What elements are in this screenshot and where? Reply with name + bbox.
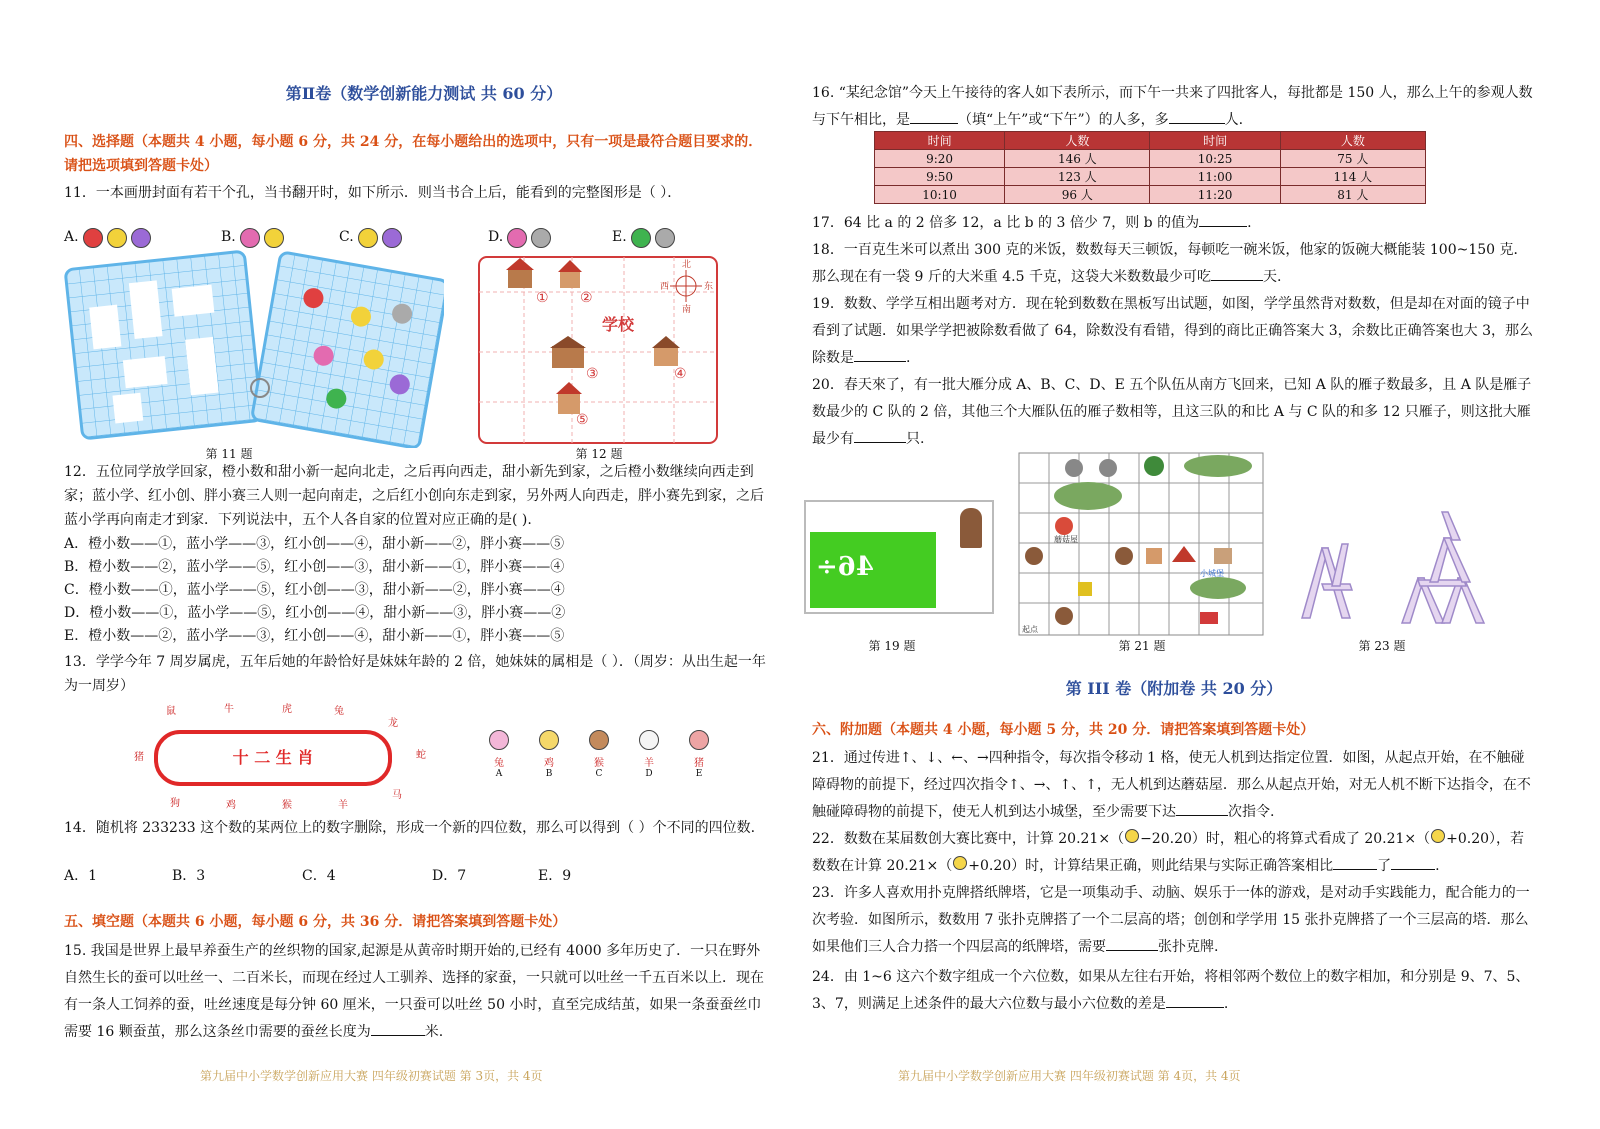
bush-obstacle <box>1054 482 1122 510</box>
right-footer: 第九届中小学数学创新应用大赛 四年级初赛试题 第 4页，共 4页 <box>898 1069 1241 1083</box>
question-16: 16. “某纪念馆”今天上午接待的客人如下表所示，而下午一共来了四批客人，每批都是 150 人，那么上午的参观人数与下午相比，是 （填“上午”或“下午”）的人多，多 人. <box>812 85 1533 128</box>
rabbit-icon <box>489 730 509 750</box>
label-mushroom-house: 蘑菇屋 <box>1054 535 1078 544</box>
q14-option-d[interactable]: D．7 <box>432 868 467 884</box>
zodiac-dragon: 龙 <box>388 718 398 729</box>
zodiac-tiger: 虎 <box>282 704 292 715</box>
smiley-icon <box>953 856 967 870</box>
table-row: 9:50 123 人 11:00 114 人 <box>875 168 1426 186</box>
q12-option-e[interactable]: E．橙小数——②，蓝小学——③，红小创——④，甜小新——①，胖小赛——⑤ <box>64 628 565 644</box>
robot-icon <box>631 228 651 248</box>
map-marker-3: ③ <box>586 366 599 382</box>
svg-text:东: 东 <box>704 282 714 292</box>
q11-option-d[interactable]: D. <box>488 224 551 251</box>
bush-obstacle <box>1184 455 1252 477</box>
q16-answer-blank-1[interactable] <box>910 109 958 124</box>
q13-choice-a[interactable]: 兔 A <box>484 730 514 779</box>
rock-obstacle <box>1065 459 1083 477</box>
section-6-heading: 六、附加题（本题共 4 小题，每小题 5 分，共 20 分．请把答案填到答题卡处） <box>812 722 1315 738</box>
question-17: 17．64 比 a 的 2 倍多 12，a 比 b 的 3 倍少 7，则 b 的值为 . <box>812 210 1536 237</box>
q14-option-a[interactable]: A．1 <box>64 868 98 884</box>
rock-obstacle <box>1055 607 1073 625</box>
minion-icon <box>264 228 284 248</box>
table-header-row: 时间 人数 时间 人数 <box>875 132 1426 150</box>
label-castle: 小城堡 <box>1200 569 1224 578</box>
q22-answer-blank-1[interactable] <box>1333 855 1377 870</box>
question-15: 15. 我国是世界上最早养蚕生产的丝织物的国家,起源是从黄帝时期开始的,已经有 4000 多年历史了．一只在野外自然生长的蚕可以吐丝一、二百米长，而现在经过人工驯养、选择的家蚕，一只就可以吐丝一千五百米以上．现在有一条人工饲养的蚕，吐丝速度是每分钟 60 厘米，一只蚕可以吐丝 50 小时，直至完成结茧，如果一条蚕蚕丝巾需要 16 颗蚕茧，那么这条丝巾需要的蚕丝长度为 米. <box>64 943 764 1040</box>
svg-text:南: 南 <box>682 305 692 315</box>
volume-3-title: 第 III 卷（附加卷 共 20 分） <box>1065 679 1283 698</box>
zodiac-rooster: 鸡 <box>226 800 236 811</box>
question-24: 24．由 1~6 这六个数字组成一个六位数，如果从左往右开始，将相邻两个数位上的数字相加，和分别是 9、7、5、3、7，则满足上述条件的最大六位数与最小六位数的差是 . <box>812 969 1530 1012</box>
robot-icon <box>507 228 527 248</box>
question-19: 19．数数、学学互相出题考对方．现在轮到数数在黑板写出试题，如图，学学虽然背对数数，但是却在对面的镜子中看到了试题．如果学学把被除数看做了 64，除数没有看错，得到的商比正确答案大 3，余数比正确答案也大 3，那么除数是 . <box>812 296 1533 366</box>
tree-obstacle <box>1144 456 1164 476</box>
figure-11-book <box>64 248 444 448</box>
zodiac-rat: 鼠 <box>166 706 176 717</box>
zodiac-figure <box>134 700 434 812</box>
figure-21-grid <box>1018 452 1264 636</box>
car-icon <box>1200 612 1218 624</box>
q13-choice-b[interactable]: 鸡 B <box>534 730 564 779</box>
zodiac-horse: 马 <box>392 790 402 801</box>
figure-19-board <box>804 500 994 614</box>
zodiac-banner: 十 二 生 肖 <box>154 730 392 786</box>
q11-option-c[interactable]: C. <box>339 224 402 251</box>
figure-12-caption: 第 12 题 <box>575 447 623 461</box>
house-icon <box>1214 548 1232 564</box>
pig-icon <box>689 730 709 750</box>
cat-icon <box>382 228 402 248</box>
q11-option-a[interactable]: A. <box>64 224 151 251</box>
map-marker-5: ⑤ <box>576 412 589 428</box>
two-level-card-tower <box>1302 544 1352 618</box>
question-12: 12．五位同学放学回家，橙小数和甜小新一起向北走，之后再向西走，甜小新先到家，之后橙小数继续向西走到家；蓝小学、红小创、胖小赛三人则一起向南走，之后红小创向东走到家，另外两人向西走，胖小赛先到家，之后蓝小学再向南走才到家．下列说法中，五个人各自家的位置对应正确的是( ). <box>64 464 764 528</box>
q16-answer-blank-2[interactable] <box>1169 109 1225 124</box>
smiley-icon <box>1125 829 1139 843</box>
goat-icon <box>639 730 659 750</box>
q20-answer-blank[interactable] <box>854 428 906 443</box>
q15-answer-blank[interactable] <box>371 1021 425 1036</box>
volume-2-title: 第Ⅱ卷（数学创新能力测试 共 60 分） <box>285 84 563 103</box>
question-13: 13．学学今年 7 周岁属虎，五年后她的年龄恰好是妹妹年龄的 2 倍，她妹妹的属相是（ ）．（周岁：从出生起一年为一周岁） <box>64 654 766 694</box>
figure-12-map <box>478 256 718 444</box>
figure-11-caption: 第 11 题 <box>205 447 253 461</box>
monkey-icon <box>589 730 609 750</box>
q12-options <box>64 533 770 648</box>
q12-option-d[interactable]: D．橙小数——①，蓝小学——⑤，红小创——④，甜小新——③，胖小赛——② <box>64 605 566 621</box>
q18-answer-blank[interactable] <box>1211 266 1263 281</box>
smiley-icon <box>1431 829 1445 843</box>
q17-answer-blank[interactable] <box>1199 212 1247 227</box>
three-level-card-tower <box>1402 512 1484 623</box>
q19-answer-blank[interactable] <box>854 347 906 362</box>
q12-option-c[interactable]: C．橙小数——①，蓝小学——⑤，红小创——③，甜小新——②，胖小赛——④ <box>64 582 565 598</box>
school-label: 学校 <box>602 315 635 334</box>
svg-text:北: 北 <box>682 260 692 270</box>
map-marker-1: ① <box>536 290 549 306</box>
totoro-icon <box>531 228 551 248</box>
cuckoo-clock-icon <box>960 508 982 548</box>
q23-answer-blank[interactable] <box>1106 936 1158 951</box>
right-page <box>812 0 1536 1129</box>
visitor-table <box>874 131 1426 204</box>
q12-option-b[interactable]: B．橙小数——②，蓝小学——⑤，红小创——③，甜小新——①，胖小赛——④ <box>64 559 565 575</box>
zodiac-dog: 狗 <box>170 798 180 809</box>
figure-19-caption: 第 19 题 <box>868 639 916 653</box>
figure-23-caption: 第 23 题 <box>1358 639 1406 653</box>
zodiac-monkey: 猴 <box>282 800 292 811</box>
map-marker-2: ② <box>580 290 593 306</box>
rooster-icon <box>539 730 559 750</box>
zodiac-pig: 猪 <box>134 752 144 763</box>
minion-icon <box>358 228 378 248</box>
rock-obstacle <box>1025 547 1043 565</box>
zodiac-goat: 羊 <box>338 800 348 811</box>
question-14: 14．随机将 233233 这个数的某两位上的数字删除，形成一个新的四位数，那么可以得到（ ）个不同的四位数. <box>64 820 756 836</box>
zodiac-rabbit: 兔 <box>334 706 344 717</box>
section-4-heading: 四、选择题（本题共 4 小题，每小题 6 分，共 24 分，在每小题给出的选项中，只有一项是最符合题目要求的．请把选项填到答题卡处） <box>64 134 763 174</box>
label-start: 起点 <box>1022 625 1038 634</box>
robot-icon <box>240 228 260 248</box>
q13-choice-e[interactable]: 猪 E <box>684 730 714 779</box>
totoro-icon <box>655 228 675 248</box>
table-row: 10:10 96 人 11:20 81 人 <box>875 186 1426 204</box>
zodiac-ox: 牛 <box>224 704 234 715</box>
figure-23-card-towers <box>1292 508 1502 628</box>
question-21: 21．通过传进↑、↓、←、→四种指令，每次指令移动 1 格，使无人机到达指定位置．如图，从起点开始，在不触碰障碍物的前提下，经过四次指令↑、→、↑、↑，无人机到达蘑菇屋．那么从起点开始，对无人机不断下达指令，在不触碰障碍物的前提下，使无人机到达小城堡，至少需要下达 次指令. <box>812 750 1531 820</box>
rock-obstacle <box>1099 459 1117 477</box>
q11-option-b[interactable]: B. <box>221 224 284 251</box>
question-20: 20．春天來了，有一批大雁分成 A、B、C、D、E 五个队伍从南方飞回来，已知 A 队的雁子数最多，且 A 队是雁子数最少的 C 队的 2 倍，其他三个大雁队伍的雁子数相等，且这三队的和比 A 与 C 队的和多 12 只雁子，则这批大雁最少有 只. <box>812 377 1532 447</box>
left-footer: 第九届中小学数学创新应用大赛 四年级初赛试题 第 3页，共 4页 <box>200 1069 543 1083</box>
q13-choice-d[interactable]: 羊 D <box>634 730 664 779</box>
minion-icon <box>107 228 127 248</box>
q14-option-b[interactable]: B．3 <box>172 868 206 884</box>
q11-option-e[interactable]: E. <box>612 224 675 251</box>
board-text: 46÷ <box>816 552 874 582</box>
figure-21-caption: 第 21 题 <box>1118 639 1166 653</box>
q14-option-c[interactable]: C．4 <box>302 868 336 884</box>
svg-text:西: 西 <box>660 282 670 292</box>
table-row: 9:20 146 人 10:25 75 人 <box>875 150 1426 168</box>
question-18: 18．一百克生米可以煮出 300 克的米饭，数数每天三顿饭，每顿吃一碗米饭，他家的饭碗大概能装 100~150 克．那么现在有一袋 9 斤的大米重 4.5 千克，这袋大米数数最少可吃 天. <box>812 242 1528 285</box>
question-23: 23．许多人喜欢用扑克牌搭纸牌塔，它是一项集动手、动脑、娱乐于一体的游戏，是对动手实践能力，配合能力的一次考验．如图所示，数数用 7 张扑克牌搭了一个二层高的塔；创创和学学用 15 张扑克牌搭了一个三层高的塔．那么如果他们三人合力搭一个四层高的纸牌塔，需要 张扑克牌. <box>812 885 1530 955</box>
question-22: 22．数数在某届数创大赛比赛中，计算 20.21×（ −20.20）时，粗心的将算式看成了 20.21×（ +0.20），若数数在计算 20.21×（ +0.20）时，计算结果正确，则此结果与实际正确答案相比 了 . <box>812 831 1525 874</box>
q11-options <box>64 210 784 244</box>
question-11: 11．一本画册封面有若干个孔，当书翻开时，如下所示．则当书合上后，能看到的完整图形是（ ）． <box>64 185 682 201</box>
chalkboard <box>810 532 936 608</box>
zodiac-snake: 蛇 <box>416 750 426 761</box>
map-marker-4: ④ <box>674 366 687 382</box>
cat-icon <box>131 228 151 248</box>
q21-answer-blank[interactable] <box>1176 801 1228 816</box>
q14-option-e[interactable]: E．9 <box>538 868 572 884</box>
left-page <box>64 0 784 1129</box>
house-icon <box>1146 548 1162 564</box>
rock-obstacle <box>1115 547 1133 565</box>
box-obstacle <box>1078 582 1092 596</box>
mushroom-house-icon <box>1055 517 1073 535</box>
q13-choices <box>484 730 724 800</box>
section-5-heading: 五、填空题（本题共 6 小题，每小题 6 分，共 36 分．请把答案填到答题卡处） <box>64 914 567 930</box>
robot-icon <box>83 228 103 248</box>
q22-answer-blank-2[interactable] <box>1391 855 1435 870</box>
q12-option-a[interactable]: A．橙小数——①，蓝小学——③，红小创——④，甜小新——②，胖小赛——⑤ <box>64 536 565 552</box>
q24-answer-blank[interactable] <box>1166 993 1224 1008</box>
q13-choice-c[interactable]: 猴 C <box>584 730 614 779</box>
bush-obstacle <box>1190 577 1246 599</box>
q14-options <box>64 864 664 888</box>
